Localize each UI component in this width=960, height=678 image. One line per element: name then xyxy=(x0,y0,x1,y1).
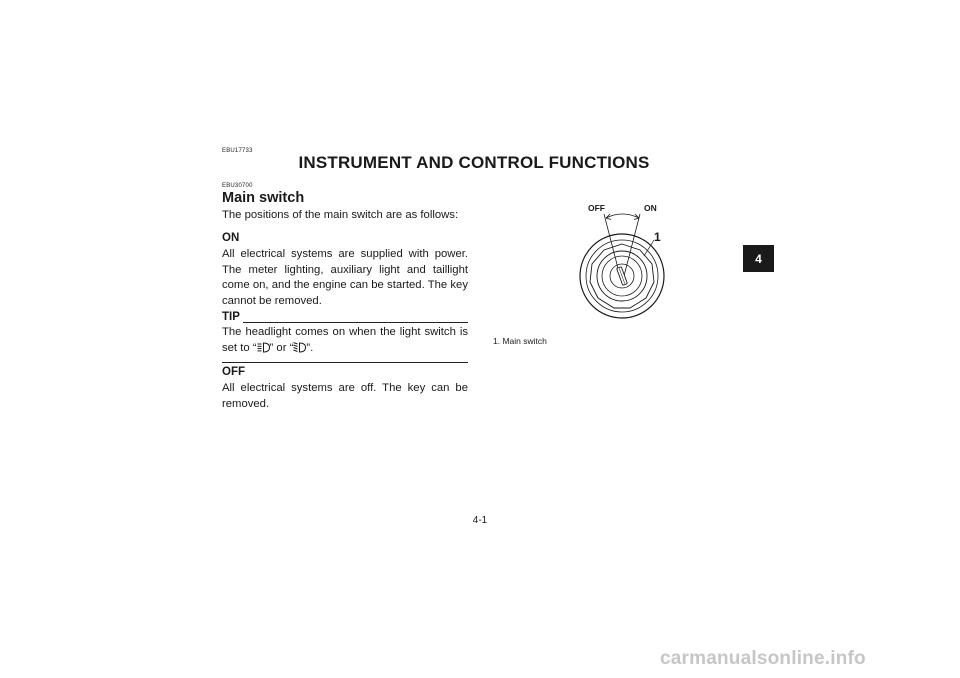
chapter-code: EBU17733 xyxy=(222,148,253,154)
section-code: EBU30700 xyxy=(222,183,253,189)
diagram-label-off: OFF xyxy=(588,203,605,213)
tip-text-before: The headlight comes on when the light switch is set to “ xyxy=(222,326,468,354)
page-number: 4-1 xyxy=(472,515,488,526)
main-switch-diagram xyxy=(560,196,680,326)
off-position-title: OFF xyxy=(222,366,245,378)
chapter-tab: 4 xyxy=(743,245,774,272)
tip-text xyxy=(222,325,468,356)
diagram-label-on: ON xyxy=(644,203,657,213)
watermark: carmanualsonline.info xyxy=(660,648,866,669)
diagram-caption: 1. Main switch xyxy=(493,336,547,346)
tip-header xyxy=(222,309,468,323)
tip-box xyxy=(222,309,468,363)
section-title: Main switch xyxy=(222,190,305,206)
intro-text: The positions of the main switch are as follows: xyxy=(222,209,459,221)
chapter-title: INSTRUMENT AND CONTROL FUNCTIONS xyxy=(298,153,650,172)
rotation-arc-arrow xyxy=(606,214,639,218)
tip-text-after: ”. xyxy=(306,341,314,354)
low-beam-icon xyxy=(293,342,306,353)
tip-text-middle: ” or “ xyxy=(269,341,294,354)
off-position-text: All electrical systems are off. The key can be removed. xyxy=(222,382,468,410)
tip-rule xyxy=(243,312,468,323)
high-beam-icon xyxy=(257,342,270,353)
tip-label: TIP xyxy=(222,311,240,323)
on-position-title: ON xyxy=(222,232,240,244)
callout-number: 1 xyxy=(654,230,661,244)
tip-bottom-rule xyxy=(222,362,468,363)
on-position-text: All electrical systems are supplied with power. The meter lighting, auxiliary light and taillight come on, and the engine can be started. The key cannot be removed. xyxy=(222,248,468,307)
